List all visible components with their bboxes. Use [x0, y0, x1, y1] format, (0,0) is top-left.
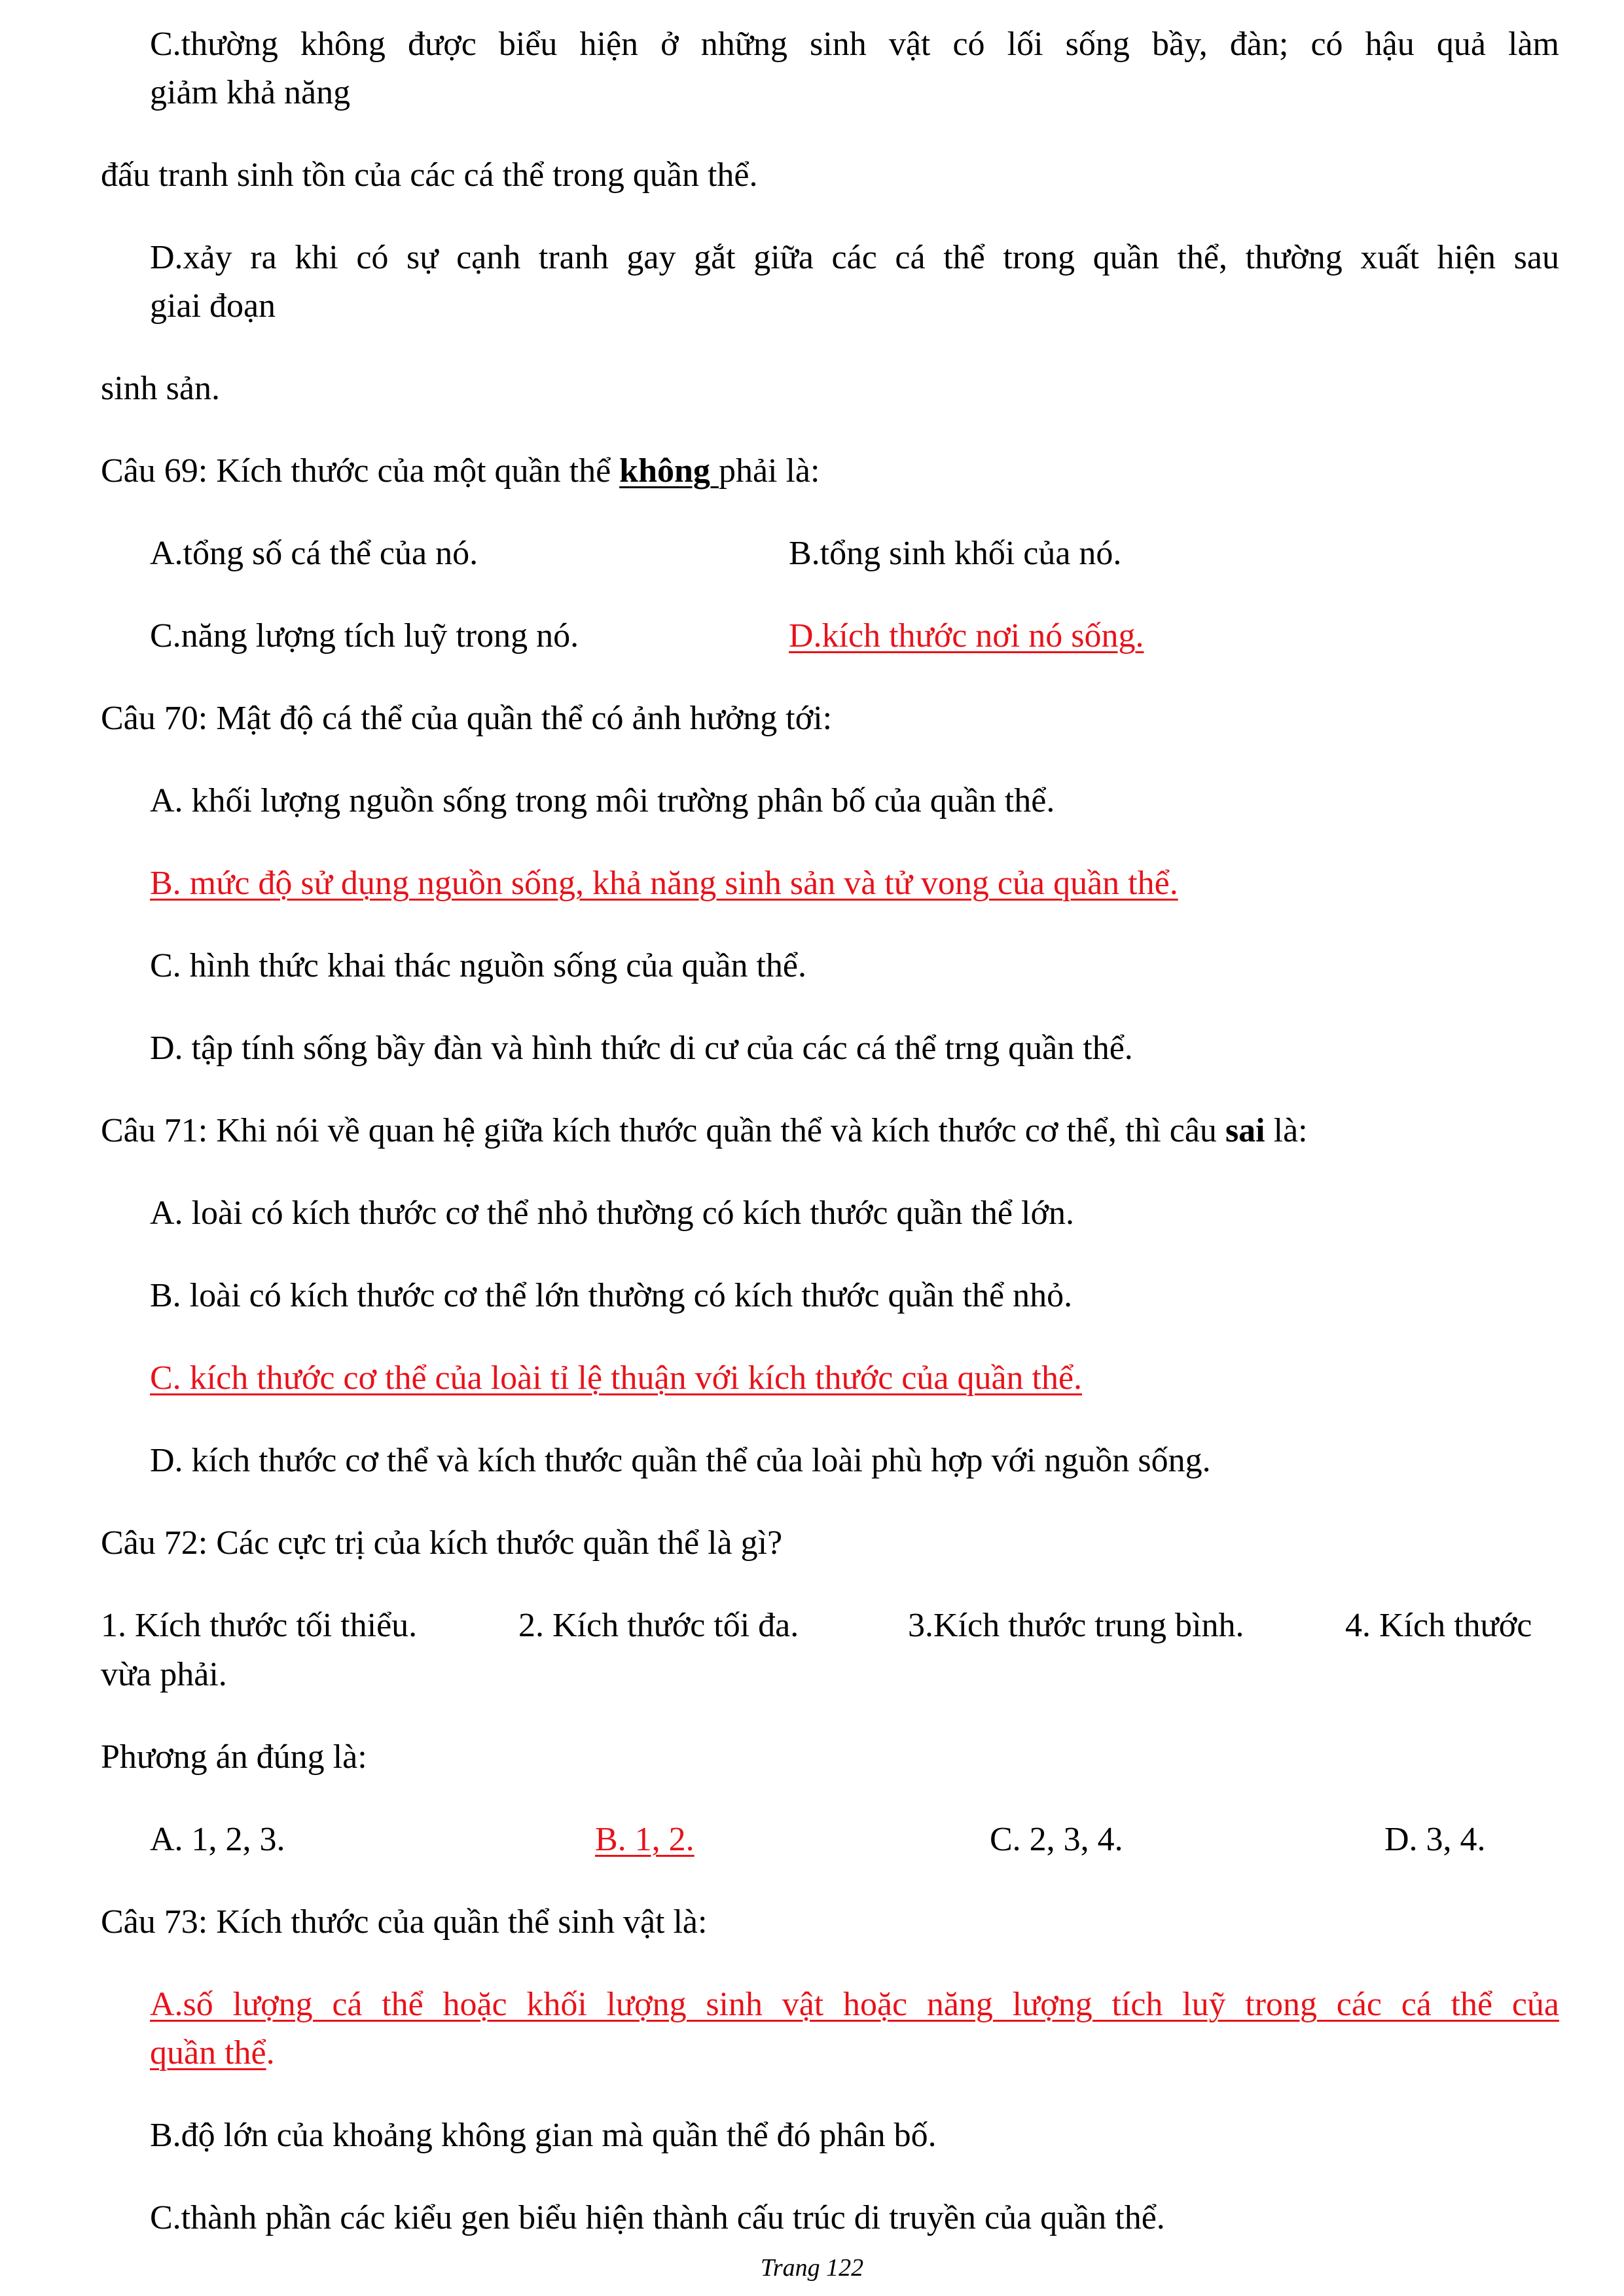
question-72-option-d: D. 3, 4.	[1384, 1821, 1486, 1858]
question-72-option-b-answer	[595, 1823, 791, 1857]
prev-option-d-line3: sinh sản.	[101, 370, 220, 407]
question-72-stem: Câu 72: Các cực trị của kích thước quần thể là gì?	[101, 1524, 783, 1562]
prev-option-d-line1: D.xảy ra khi có sự cạnh tranh gay gắt giữa các cá thể trong quần thể, thường xuất hiện sau	[150, 239, 1559, 276]
prev-option-d-line2: giai đoạn	[150, 287, 276, 325]
prev-option-c-line1: C.thường không được biểu hiện ở những sinh vật có lối sống bầy, đàn; có hậu quả làm	[150, 26, 1559, 63]
question-72-option-c: C. 2, 3, 4.	[990, 1821, 1123, 1858]
question-73-option-a-period: .	[266, 2034, 275, 2072]
question-70-option-d: D. tập tính sống bầy đàn và hình thức di cư của các cá thể trng quần thể.	[150, 1030, 1133, 1067]
question-73-option-a-answer-text: quần thể	[150, 2034, 266, 2072]
question-71-option-c-answer: C. kích thước cơ thể của loài tỉ lệ thuận với kích thước của quần thể.	[150, 1359, 1083, 1397]
question-72-item-3: 3.Kích thước trung bình.	[908, 1607, 1244, 1644]
question-73-option-a-answer-line1: A.số lượng cá thể hoặc khối lượng sinh vật hoặc năng lượng tích luỹ trong các cá thể của	[150, 1986, 1559, 2023]
question-71-text: Câu 71: Khi nói về quan hệ giữa kích thước quần thể và kích thước cơ thể, thì câu	[101, 1112, 1225, 1149]
question-72-item-4-cont: vừa phải.	[101, 1656, 227, 1693]
question-72-ask: Phương án đúng là:	[101, 1738, 367, 1776]
question-72-option-b-label: B. 1, 2.	[595, 1821, 695, 1858]
question-69-option-d-answer: D.kích thước nơi nó sống.	[789, 617, 1144, 655]
question-71-stem	[101, 1114, 1308, 1148]
question-69-option-c: C.năng lượng tích luỹ trong nó.	[150, 617, 579, 655]
question-73-option-c: C.thành phần các kiểu gen biểu hiện thành cấu trúc di truyền của quần thể.	[150, 2199, 1165, 2236]
question-70-option-b-answer: B. mức độ sử dụng nguồn sống, khả năng sinh sản và tử vong của quần thể.	[150, 865, 1178, 902]
question-73-stem: Câu 73: Kích thước của quần thể sinh vật là:	[101, 1903, 708, 1941]
question-71-option-a: A. loài có kích thước cơ thể nhỏ thường có kích thước quần thể lớn.	[150, 1194, 1074, 1232]
page-number-footer: Trang 122	[760, 2254, 864, 2282]
question-69-option-a: A.tổng số cá thể của nó.	[150, 535, 478, 572]
question-72-item-4: 4. Kích thước	[1345, 1607, 1532, 1644]
question-71-option-d: D. kích thước cơ thể và kích thước quần thể của loài phù hợp với nguồn sống.	[150, 1442, 1211, 1479]
question-71-text-end: là:	[1265, 1112, 1308, 1149]
question-69-text: Câu 69: Kích thước của một quần thể	[101, 452, 620, 490]
question-71-emphasis: sai	[1225, 1112, 1265, 1149]
question-70-option-a: A. khối lượng nguồn sống trong môi trường phân bố của quần thể.	[150, 782, 1055, 819]
question-72-item-1: 1. Kích thước tối thiểu.	[101, 1607, 418, 1644]
question-70-stem: Câu 70: Mật độ cá thể của quần thể có ảnh hưởng tới:	[101, 700, 833, 737]
prev-option-c-line3: đấu tranh sinh tồn của các cá thể trong quần thể.	[101, 156, 758, 194]
prev-option-c-line2: giảm khả năng	[150, 74, 351, 111]
question-69-text-end: phải là:	[718, 452, 820, 490]
question-73-option-b: B.độ lớn của khoảng không gian mà quần thể đó phân bố.	[150, 2117, 937, 2154]
question-70-option-c: C. hình thức khai thác nguồn sống của quần thể.	[150, 947, 806, 984]
question-69-option-b: B.tổng sinh khối của nó.	[789, 535, 1122, 572]
question-72-item-2: 2. Kích thước tối đa.	[518, 1607, 799, 1644]
question-71-option-b: B. loài có kích thước cơ thể lớn thường có kích thước quần thể nhỏ.	[150, 1277, 1073, 1314]
question-73-option-a-answer-line2	[150, 2036, 275, 2070]
question-69-stem	[101, 454, 820, 488]
question-72-option-a: A. 1, 2, 3.	[150, 1821, 285, 1858]
question-69-emphasis: không	[619, 452, 719, 490]
